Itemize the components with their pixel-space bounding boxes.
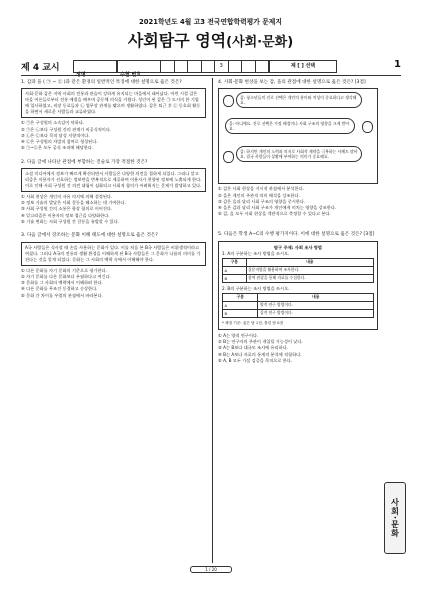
subject-main: 사회탐구 영역	[127, 31, 227, 50]
q5-table-2	[222, 293, 374, 318]
q2-passage: 소셜 미디어에서 정보가 빠르게 확산되면서 사람들은 다양한 의견을 접하게 되었다. 그러나 알고리즘은 이용자가 선호하는 정보만을 반복적으로 제공하여 이용자가 편향된 정보에 노출되게 한다. 이로 인해 사회 구성원 간 의견 대립이 심화되고 사회적 합의가 어려워지는 문제가 발생하고 있다.	[21, 168, 206, 192]
question-4	[218, 80, 378, 218]
q4-option-5[interactable]: ⑤ 갑, 을 모두 사회 현상을 객관적으로 측정할 수 있다고 본다.	[218, 211, 331, 217]
q5-option-5[interactable]: ⑤ A, B 모두 가설 검증을 목적으로 한다.	[218, 358, 293, 364]
q3-option-3[interactable]: ③ 문화를 그 사회의 맥락에서 이해하려 한다.	[21, 280, 103, 286]
column-divider	[212, 78, 213, 563]
period-label: 제 4 교시	[21, 63, 60, 73]
table-cell: A	[223, 301, 258, 309]
q1-options	[21, 120, 206, 151]
q1-option-2[interactable]: ② ㉠은 ㉡보다 구성원 간의 관계가 비공식적이다.	[21, 126, 112, 132]
table-header: 구분	[223, 293, 258, 301]
student-face-icon	[223, 151, 234, 163]
q2-option-2[interactable]: ② 정보 기술의 발달은 사회 갈등을 해소하는 데 기여한다.	[21, 200, 126, 206]
table-row	[223, 301, 374, 309]
q1-passage: 사회·문화 갑은 지역 사회의 전통과 관습이 강하게 유지되는 마을에서 태어났다. 어린 시절 갑은 마을 어른들로부터 전통 예절을 배우며 공동체 의식을 키웠다. 성인이 된 갑은 ㉠ 도시의 한 기업에 입사하였고, 직장 동료들과 ㉡ 업무상 관계를 맺으며 생활하였다. 갑은 퇴근 후 ㉢ 동호회 활동을 하면서 새로운 사람들과 교류하였다.	[21, 88, 206, 118]
q5-option-2[interactable]: ② B는 연구자의 주관이 개입될 가능성이 낮다.	[218, 339, 303, 345]
table-cell: 양적 연구 방법이다.	[258, 301, 374, 309]
table-row	[223, 309, 374, 317]
q3-option-2[interactable]: ② 자기 문화를 다른 문화보다 우월하다고 여긴다.	[21, 273, 111, 279]
choice-field[interactable]: 제 [ ] 선택	[269, 60, 337, 73]
q1-option-1[interactable]: ① ㉠은 구성원의 소속감이 약하다.	[21, 120, 85, 126]
table-cell: 참여 관찰을 통해 자료를 수집한다.	[246, 274, 373, 282]
q3-options	[21, 268, 206, 299]
name-field[interactable]	[73, 60, 117, 73]
q3-passage: A국 사람들은 식사할 때 손을 사용하는 문화가 있다. 이를 처음 본 B국 사람들은 비위생적이라고 여겼다. 그러나 A국의 전통과 생활 환경을 이해하게 된 B국 사람들은 그 문화가 나름의 의미를 가진다는 것을 알게 되었다. 문화는 그 사회의 맥락 속에서 이해해야 한다.	[21, 242, 206, 266]
q4-bubble-1: 갑: 청소년들의 진로 선택은 개인의 흥미와 적성이 중요하다고 생각해요.	[236, 92, 362, 108]
table-cell: B	[223, 309, 258, 317]
q1-option-4[interactable]: ④ ㉢은 구성원의 자발적 참여로 형성된다.	[21, 139, 98, 145]
q5-option-4[interactable]: ④ B는 A보다 자료의 통계적 분석에 적합하다.	[218, 351, 302, 357]
q4-option-4[interactable]: ④ 을은 갑과 달리 사회 구조가 개인에게 미치는 영향을 강조한다.	[218, 205, 337, 211]
q5-worksheet	[218, 241, 378, 330]
table-header: 내용	[258, 293, 374, 301]
q5-option-3[interactable]: ③ A는 B보다 대규모 조사에 유리하다.	[218, 345, 289, 351]
question-5	[218, 232, 378, 365]
q4-stem: 4. 사회·문화 현상을 보는 갑, 을의 관점에 대한 설명으로 옳은 것은? [3점]	[218, 80, 366, 85]
exam-number-field[interactable]	[117, 60, 269, 73]
right-column	[218, 80, 378, 364]
table-cell: B	[223, 274, 247, 282]
q4-dialogue-box	[218, 88, 378, 184]
q4-options	[218, 186, 378, 217]
q2-option-4[interactable]: ④ 알고리즘은 이용자의 정보 접근을 다양화한다.	[21, 212, 110, 218]
q2-stem: 2. 다음 글에 나타난 관점에 부합하는 진술로 가장 적절한 것은?	[21, 159, 148, 165]
exam-title: 2021학년도 4월 고3 전국연합학력평가 문제지	[139, 18, 282, 26]
page-indicator: 1 / 20	[190, 566, 232, 573]
table-cell: A	[223, 266, 247, 274]
q3-option-4[interactable]: ④ 다른 문화를 무조건 동경하고 숭상한다.	[21, 286, 98, 292]
subject-title	[0, 28, 421, 51]
exam-number-cells	[160, 61, 268, 72]
q5-option-1[interactable]: ① A는 양적 연구이다.	[218, 332, 259, 338]
exam-number-digit: 3	[214, 61, 228, 72]
subject-side-tab	[384, 482, 406, 554]
q4-bubble-3: 갑: 하지만 개인의 노력과 의지로 사회적 제약을 극복하는 사례도 많아요. 결국 사람들이 상황에 부여하는 의미가 중요해요.	[236, 146, 362, 162]
q5-note: * 채점 기준: 옳은 답 1점, 틀린 답 0점	[222, 320, 284, 325]
student-face-icon	[223, 95, 234, 107]
q2-options	[21, 194, 206, 225]
table-row	[223, 274, 374, 282]
q2-option-1[interactable]: ① 사회 현상은 개인의 자유 의지에 의해 결정된다.	[21, 193, 113, 199]
q5-stem: 5. 다음은 학생 A~C의 수행 평가지이다. 이에 대한 설명으로 옳은 것은? [3점]	[218, 231, 375, 237]
table-header: 구분	[223, 258, 247, 266]
q1-option-3[interactable]: ③ ㉡은 ㉢보다 목적 달성 지향적이다.	[21, 132, 90, 138]
question-1	[21, 80, 206, 152]
side-tab-label: 사회·문화	[390, 497, 400, 539]
question-3	[21, 233, 206, 299]
table-row	[223, 266, 374, 274]
q1-stem: 1. 갑과 을 ( ㉠ ~ ㉢ )과 같은 환경의 일반적인 특징에 대한 설명으로 옳은 것은?	[21, 80, 182, 85]
page-number: 1	[394, 59, 401, 70]
table-cell: 질적 연구 방법이다.	[258, 309, 374, 317]
q3-option-5[interactable]: ⑤ 문화 간 차이를 우열의 관점에서 바라본다.	[21, 292, 103, 298]
q3-option-1[interactable]: ① 다른 문화를 자기 문화의 기준으로 평가한다.	[21, 267, 107, 273]
subject-sub: (사회·문화)	[226, 35, 294, 50]
q5-request-2: 2. B의 구분하는 조사 방법을 쓰시오.	[222, 285, 290, 291]
table-header: 내용	[246, 258, 373, 266]
header-rule	[21, 75, 401, 76]
q4-bubble-2: 을: 아니에요. 진로 선택은 가정 배경이나 사회 구조의 영향을 크게 받아요.	[225, 118, 355, 134]
left-column	[21, 80, 206, 299]
q1-option-5[interactable]: ⑤ ㉠~㉢은 모두 공식 조직에 해당한다.	[21, 145, 94, 151]
header-bar	[21, 60, 401, 73]
q5-table-1	[222, 258, 374, 283]
q5-options	[218, 333, 378, 364]
q3-stem: 3. 다음 글에서 강조하는 문화 이해 태도에 대한 설명으로 옳은 것은?	[21, 233, 158, 239]
q2-option-5[interactable]: ⑤ 기술 변화는 사회 구성원 간 갈등을 유발할 수 있다.	[21, 219, 119, 225]
q4-option-2[interactable]: ② 을은 개인의 주관적 의미 해석을 강조한다.	[218, 192, 300, 198]
q4-option-1[interactable]: ① 갑은 사회 현상을 거시적 관점에서 분석한다.	[218, 186, 304, 192]
q2-option-3[interactable]: ③ 사회 구성원 간의 소통은 항상 합의로 이어진다.	[21, 206, 113, 212]
question-2	[21, 160, 206, 226]
table-cell: 질문지법을 활용하여 조사한다.	[246, 266, 373, 274]
q4-option-3[interactable]: ③ 갑은 을과 달리 사회 구조의 영향을 중시한다.	[218, 198, 306, 204]
student-face-icon	[362, 121, 373, 133]
q5-request-1: 1. A의 구분하는 조사 방법을 쓰시오.	[222, 250, 290, 256]
q5-worksheet-title: 탐구 주제: 사회 조사 방법	[274, 244, 322, 250]
